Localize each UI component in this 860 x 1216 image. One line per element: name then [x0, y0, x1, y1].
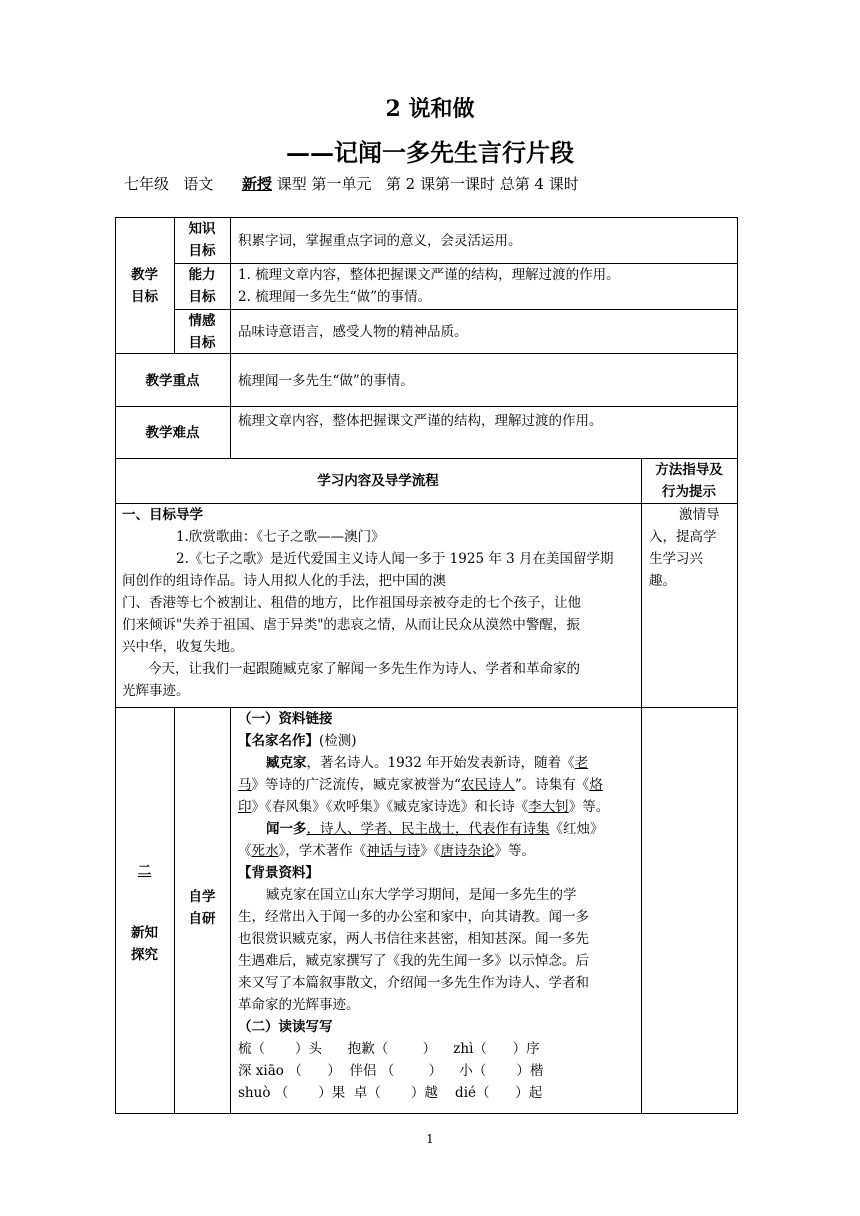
meta-total: 总第 4 课时 [499, 175, 579, 193]
difficulty-text: 梳理文章内容，整体把握课文严谨的结构，理解过渡的作用。 [238, 413, 603, 429]
goals-label: 教学 目标 [131, 267, 158, 305]
lesson-meta [124, 173, 579, 194]
self-study-content: （一）资料链接 【名家名作】(检测) 臧克家，著名诗人。1932 年开始发表新诗，随着《老 马》等诗的广泛流传，臧克家被誉为“农民诗人”。诗集有《烙 印》《春风集》《欢呼集》《臧克家诗选》和长诗《李大钊》等。 闻一多，诗人、学者、民主战士，代表作有诗集《红烛》 《死水》，学术著作《神话与诗》《唐诗杂论》等。 【背景资料】 臧克家在国立山东大学学习期间，是闻一多先生的学 生，经常出入于闻一多的办公室和家中，向其请教。闻一多 也很赏识臧克家，两人书信往来甚密，相知甚深。闻一多先 生遇难后，臧克家撰写了《我的先生闻一多》以示悼念。后 来又写了本篇叙事散文，介绍闻一多先生作为诗人、学者和 革命家的光辉事迹。 （二）读读写写 梳（ ）头 抱歉（ ） zhì（ ）序 深 xiāo （ ） 伴侣 （ ） 小（ ）楷 shuò （ ）果 卓（ ）越 dié（ ）起 [238, 708, 638, 1104]
meta-type-label: 课型 [276, 175, 307, 193]
section2-number: 二 [137, 863, 152, 879]
meta-subject: 语文 [183, 175, 214, 193]
meta-grade: 七年级 [124, 175, 170, 193]
emotion-goal-label: 情感 目标 [188, 313, 216, 351]
key-point-label: 教学重点 [145, 373, 200, 389]
section-goal-guide: 一、目标导学 1.欣赏歌曲：《七子之歌——澳门》 2.《七子之歌》是近代爱国主义诗人闻一多于 1925 年 3 月在美国留学期 间创作的组诗作品。诗人用拟人化的手法，把中国的澳 门、香港等七个被割让、租借的地方，比作祖国母亲被夺走的七个孩子，让他 们来倾诉"失养于祖国、虐于异类"的悲哀之情，从而让民众从漠然中警醒，振 兴中华，收复失地。 今天，让我们一起跟随臧克家了解闻一多先生作为诗人、学者和革命家的 光辉事迹。 [122, 504, 638, 702]
section1-heading: 一、目标导学 [122, 507, 203, 523]
page-number: 1 [426, 1132, 434, 1146]
meta-lesson-type: 新授 [241, 175, 272, 193]
method-header: 方法指导及 行为提示 [655, 462, 723, 500]
zang-intro-3: 印》《春风集》《欢呼集》《臧克家诗选》和长诗《李大钊》等。 [238, 799, 610, 815]
self-study-label: 自学 自研 [188, 889, 216, 927]
flow-header: 学习内容及导学流程 [317, 473, 439, 489]
knowledge-goal-label: 知识 目标 [188, 221, 216, 259]
emotion-goal-text: 品味诗意语言，感受人物的精神品质。 [238, 324, 468, 340]
read-write-line: 梳（ ）头 抱歉（ ） zhì（ ）序 [238, 1041, 540, 1057]
resource-heading: （一）资料链接 [238, 711, 333, 727]
wen-intro: 闻一多，诗人、学者、民主战士，代表作有诗集《红烛》 [266, 821, 604, 837]
read-write-line: shuò （ ）果 卓（ ）越 dié（ ）起 [238, 1085, 543, 1101]
lesson-title: 2 说和做 [385, 96, 475, 122]
knowledge-goal-text: 积累字词，掌握重点字词的意义，会灵活运用。 [238, 233, 522, 249]
read-write-heading: （二）读读写写 [238, 1019, 333, 1035]
difficulty-label: 教学难点 [145, 425, 200, 441]
zang-intro: 臧克家，著名诗人。1932 年开始发表新诗，随着《老 [266, 755, 589, 771]
wen-intro-2: 《死水》，学术著作《神话与诗》《唐诗杂论》等。 [238, 843, 535, 859]
meta-lesson: 第 2 课第一课时 [385, 175, 495, 193]
key-point-text: 梳理闻一多先生“做”的事情。 [238, 373, 414, 389]
zang-intro-2: 马》等诗的广泛流传，臧克家被誉为“农民诗人”。诗集有《烙 [238, 777, 603, 793]
section2-label: 新知 探究 [131, 925, 158, 963]
ability-goal-text: 1. 梳理文章内容，整体把握课文严谨的结构，理解过渡的作用。 2. 梳理闻一多先生“做”的事情。 [238, 267, 620, 305]
background-label: 【背景资料】 [238, 865, 319, 881]
meta-unit: 第一单元 [311, 175, 372, 193]
read-write-line: 深 xiāo （ ） 伴侣 （ ） 小（ ）楷 [238, 1063, 544, 1079]
section1-tip: 激情导 入，提高学 生学习兴 趣。 [649, 507, 720, 589]
lesson-subtitle: ——记闻一多先生言行片段 [286, 138, 574, 167]
ability-goal-label: 能力 目标 [188, 267, 216, 305]
